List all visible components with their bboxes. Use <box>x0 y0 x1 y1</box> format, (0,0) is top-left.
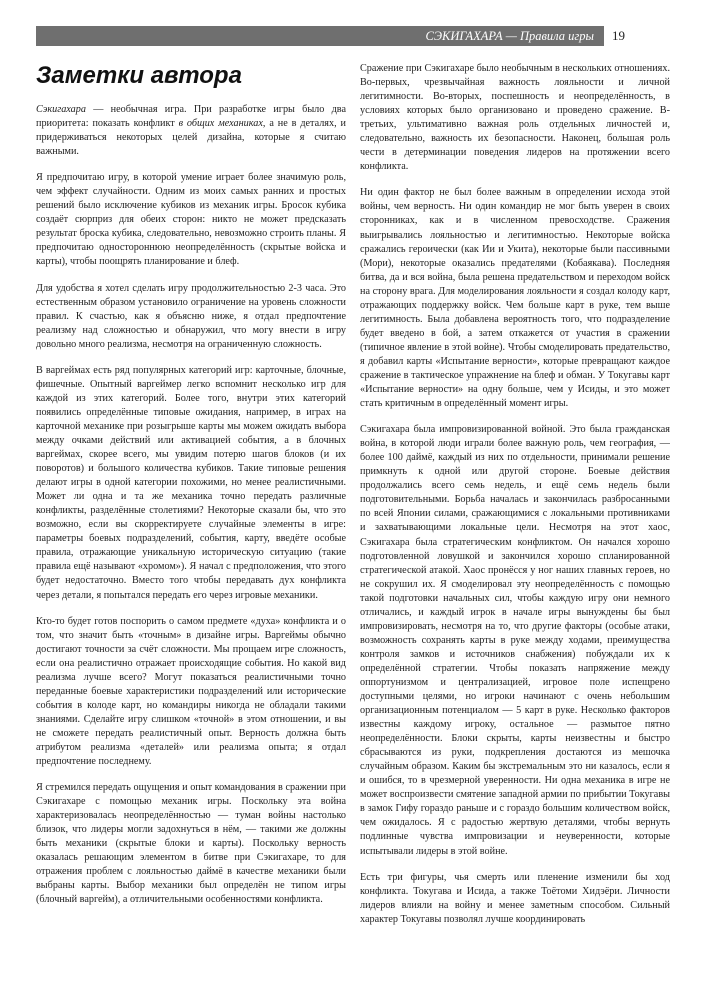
text-run: Есть три фигуры, чья смерть или пленение изменили бы ход конфликта. Токугава и Исида, а также Тоётоми Хидэёри. Личности лидеров влияли на войну и менее заметным способом. Сильный характер Токугавы позволял лучше координировать <box>360 871 670 925</box>
paragraph <box>360 62 670 174</box>
text-run: Кто-то будет готов поспорить о самом предмете «духа» конфликта и о том, что значит быть «точным» в дизайне игры. Варгеймы обычно достигают точности за счёт сложности. Мы прощаем игре сложность, если она реалистично отражает происходящие события. Но какой вид реализма лучше всего? Могут показаться реалистичными точно переданные боевые характеристики подразделений или исторические события в колоде карт, но командиры никогда не обладали такими знаниями. Сделайте игру слишком «точной» в этом отношении, и вы не сможете передать реалистичный опыт. Верность должна быть атрибутом реализма «деталей» или реализма опыта; я отдал предпочтение последнему. <box>36 615 346 768</box>
right-column <box>360 62 670 939</box>
paragraph <box>360 186 670 411</box>
paragraph <box>36 171 346 269</box>
left-paragraphs <box>36 103 346 907</box>
paragraph <box>36 615 346 770</box>
page-number: 19 <box>612 28 625 43</box>
right-paragraphs <box>360 62 670 927</box>
paragraph <box>360 423 670 858</box>
text-run: Я стремился передать ощущения и опыт командования в сражении при Сэкигахаре с помощью механик игры. Поскольку эта война характеризовалась неопределённостью — туман войны настолько близок, что лидеры могли задохнуться в нём, — такими же должны быть механики (скрытые блоки и карты). Поскольку верность оказалась решающим элементом в битве при Сэкигахаре, то для отражения проблем с лояльностью даймё в качестве механики были выбраны карты. Выбор механики был определён не типом игры (блочный варгейм), а отличительными особенностями конфликта. <box>36 782 346 906</box>
paragraph <box>36 103 346 159</box>
running-header <box>36 26 604 46</box>
paragraph <box>36 364 346 603</box>
paragraph <box>36 781 346 907</box>
text-run: — необычная игра. При разработке игры было два приоритета: показать конфликт <box>36 104 346 130</box>
text-run: Для удобства я хотел сделать игру продолжительностью 2-3 часа. Это естественным образом установило ограничение на уровень сложности правил. К счастью, как я объясню ниже, я отдал предпочтение реализму над сложностью и обнаружил, что могу внести в игру довольно много реализма, несмотря на ограниченную сложность. <box>36 282 346 350</box>
text-run: Сражение при Сэкигахаре было необычным в нескольких отношениях. Во-первых, чрезвычайная важность лояльности и личной легитимности. Во-вторых, поспешность и неопределённость, в условиях которых было организовано и проведено сражение. В-третьих, ультимативно важная роль отдельных личностей и, следовательно, важность их безопасности. Наконец, большая роль чести в детерминации поведения лидеров на протяжении всего конфликта. <box>360 63 670 173</box>
text-run: Ни один фактор не был более важным в определении исхода этой войны, чем верность. Ни один командир не мог быть уверен в своих сторонниках, как и в численном превосходстве. Сражения выигрывались лояльностью и легитимностью. Некоторые войска сражались героически (как Ии и Укита), некоторые были пассивными (Мори), некоторые оказались предателями (Кобаякава). Последняя битва, да и вся война, была решена предательством и переходом войск на сторону врага. Для моделирования лояльности я создал колоду карт, отражающих поддержку войск. Чем больше карт в руке, тем выше легитимность. Была добавлена вероятность того, что подразделение будет введено в бой, а затем откажется от участия в сражении (типичное явление в этой войне). Чтобы смоделировать предательство, я добавил карты «Испытание верности», которые превращают каждое сражение в тактическое упражнение на блеф и обман. У Токугавы карт «Испытание верности» на одну больше, чем у Исиды, и это может стать критичным в определённый момент игры. <box>360 187 670 410</box>
section-title: Заметки автора <box>36 62 242 89</box>
left-column <box>36 62 346 919</box>
italic-text: в общих механиках <box>178 118 263 130</box>
running-title: СЭКИГАХАРА — Правила игры <box>425 29 594 43</box>
text-run: В варгеймах есть ряд популярных категорий игр: карточные, блочные, фишечные. Опытный варгеймер легко вспомнит несколько игр для каждой из этих категорий. Более того, внутри этих категорий появились определённые типовые ожидания, например, в играх на карточной механике при розыгрыше карты мы можем ожидать выбора между очками действий или активацией события, а в блочных варгеймах, скорее всего, мы увидим потерю шагов блоков (и их поворотов) и большого количества кубиков. Такие типовые решения делают игры в одной категории похожими, но менее реалистичными. Может ли одна и та же механика точно передать различные конфликты, разделённые столетиями? Некоторые сказали бы, что это возможно, если вы скорректируете случайные элементы в игре: параметры боевых подразделений, события, карту, введёте особые правила, отражающие уникальную историческую ситуацию (такие правила ещё называют «хромом»). Я начал с предположения, что этого будет недостаточно. Вместо того чтобы передавать дух конфликта через детали, я попытался передать его через игровые механики. <box>36 364 346 601</box>
paragraph <box>36 282 346 352</box>
text-run: Я предпочитаю игру, в которой умение играет более значимую роль, чем эффект случайности. Одним из моих самых ранних и простых решений было исключение кубиков из механик игры. Бросок кубика создаёт сюрприз для обеих сторон: никто не может предсказать результат броска кубика, следовательно, невозможно строить планы. Я предпочитаю одностороннюю неопределённость (скрытые войска и карты), чтобы поощрять планирование и блеф. <box>36 172 346 268</box>
text-run: Сэкигахара была импровизированной войной. Это была гражданская война, в которой люди играли более важную роль, чем география, — более 100 даймё, каждый из них по отдельности, принимали решение примкнуть к одной или другой стороне. Боевые действия продолжались всего семь недель, и ещё семь недель были подготовительными. Борьба началась и закончилась разбросанными по всей Японии силами, сражающимися с локальными противниками и захватывающими локальные цели. Несмотря на этот хаос, Сэкигахара была стратегическим конфликтом. Он начался хорошо подготовленной ловушкой и закончился хорошо спланированной стратегической атакой. Хаос пронёсся у ног наших главных героев, но не сокрушил их. Я смоделировал эту неопределённость с помощью такой подготовки начальных сил, чтобы каждую игру они немного отличались, и каждый игрок в начале игры вынуждены бы был импровизировать, несмотря на то, что другие факторы (особые атаки, возможность сохранять карты в руке между ходами, преимущества контроля замков и источников снабжения) побуждали их к определённой стратегии. Чтобы показать напряжение между оппортунизмом и централизацией, игровое поле испещрено доступными целями, но игроки начинают с очень небольшим организационным потенциалом — 5 карт в руке. Несколько факторов известны каждому игроку, остальное — размытое пятно неопределённости. Блоки скрыты, карты неизвестны и быстро сбрасываются из руки, подкрепления достаются из мешочка случайным образом. Каким бы экстремальным это ни казалось, если я и ошибся, то в чрезмерной уверенности. Ни одна механика в игре не может воспроизвести смятение западной армии по прибытии Токугавы в замок Гифу гораздо раньше и с гораздо большим количеством войск, чем ожидалось. Я с радостью жертвую деталями, чтобы вернуть подлинные чувства импровизации и неуверенности, которые испытывали лидеры в этой войне. <box>360 424 670 857</box>
text-run: , а не в деталях, и придерживаться некоторых целей дизайна, которые я считаю важными. <box>36 118 346 158</box>
paragraph <box>360 871 670 927</box>
italic-text: Сэкигахара <box>36 104 86 115</box>
